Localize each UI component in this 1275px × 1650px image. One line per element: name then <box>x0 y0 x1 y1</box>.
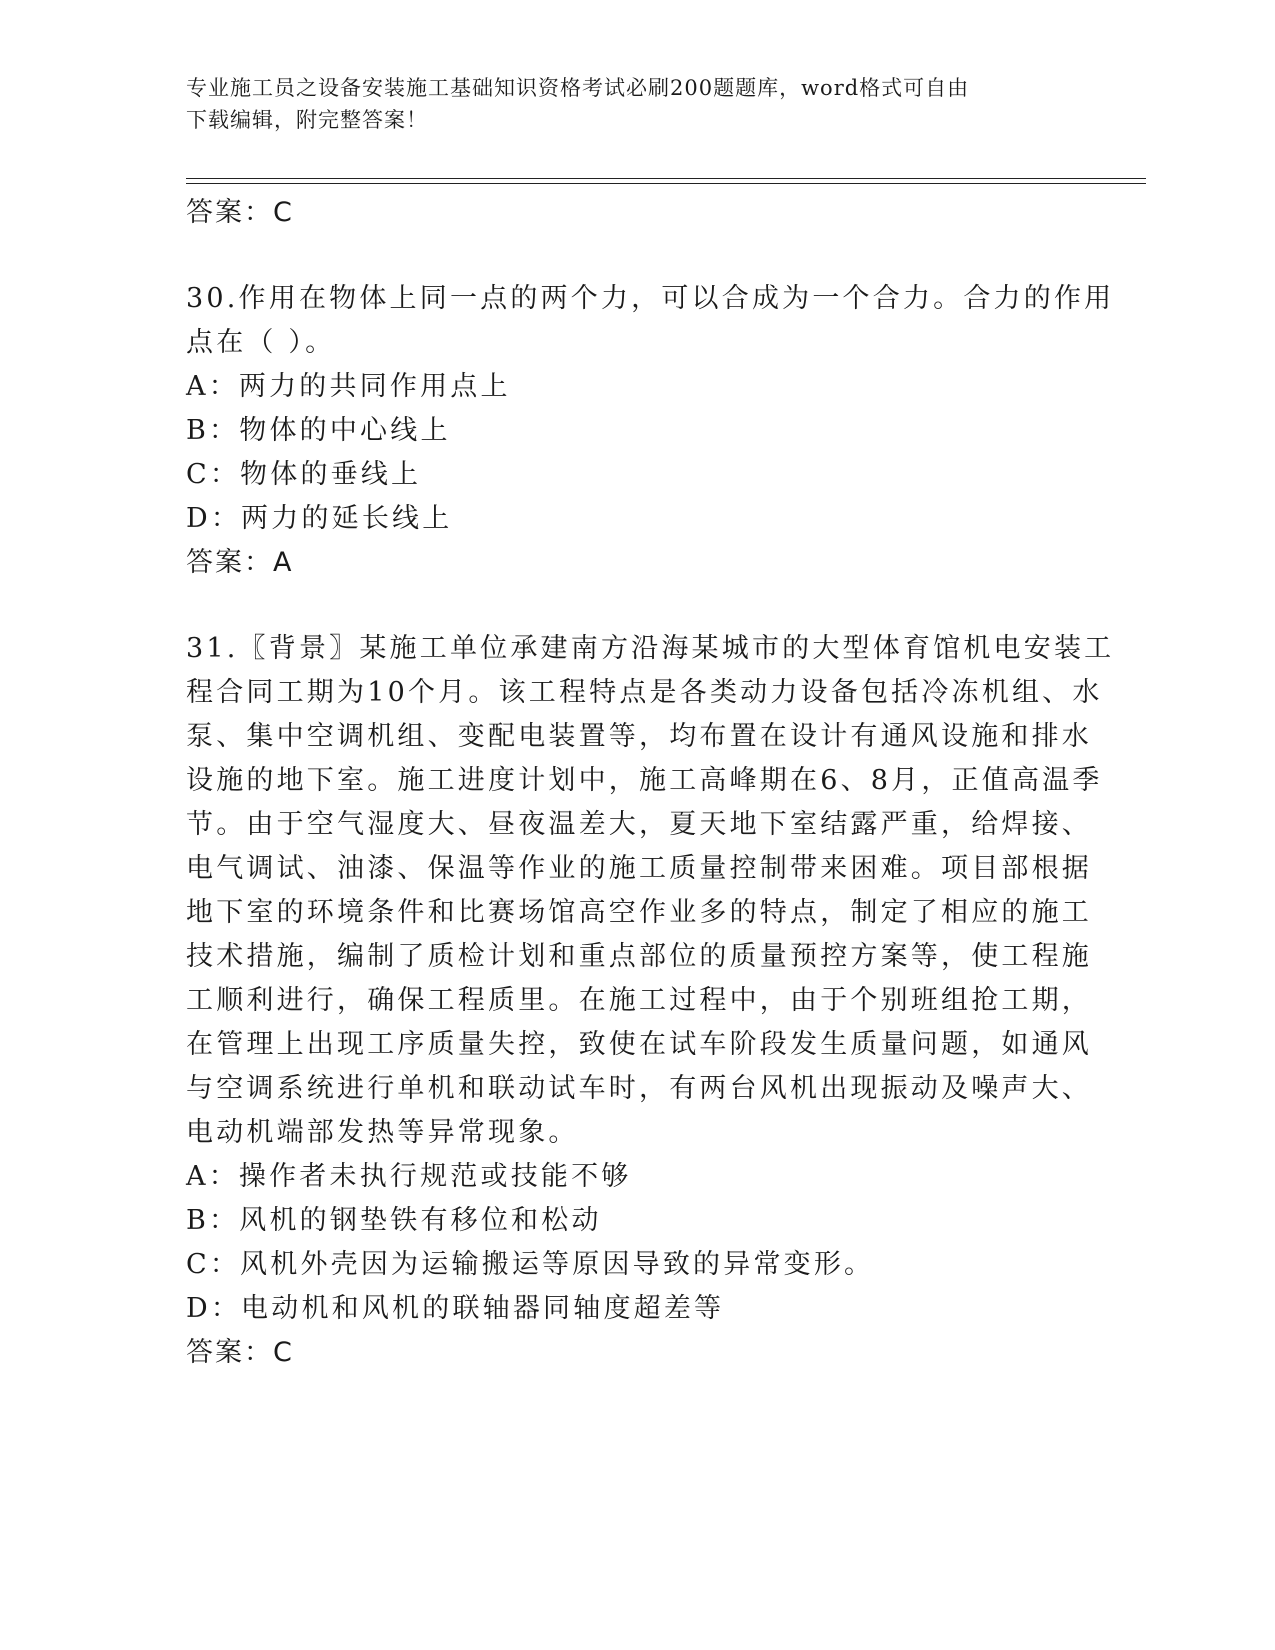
question-31-text-line: 泵、集中空调机组、变配电装置等，均布置在设计有通风设施和排水 <box>186 721 1092 752</box>
question-31-answer: 答案：C <box>186 1337 294 1368</box>
question-30-option-a: A：两力的共同作用点上 <box>186 371 511 402</box>
question-30-option-b: B：物体的中心线上 <box>186 415 451 446</box>
question-30-option-c: C：物体的垂线上 <box>186 459 422 490</box>
header-line-1: 专业施工员之设备安装施工基础知识资格考试必刷200题题库，word格式可自由 <box>186 76 970 100</box>
previous-answer: 答案：C <box>186 197 294 228</box>
header-rule-top <box>186 178 1146 179</box>
question-31-text-line: 电气调试、油漆、保温等作业的施工质量控制带来困难。项目部根据 <box>186 853 1092 884</box>
question-30-text-line: 点在（ ）。 <box>186 327 336 358</box>
question-31-option-b: B：风机的钢垫铁有移位和松动 <box>186 1205 602 1236</box>
question-31-option-a: A：操作者未执行规范或技能不够 <box>186 1161 632 1192</box>
question-30-option-d: D：两力的延长线上 <box>186 503 453 534</box>
question-31-text-line: 地下室的环境条件和比赛场馆高空作业多的特点，制定了相应的施工 <box>186 897 1092 928</box>
question-31-text-line: 工顺利进行，确保工程质里。在施工过程中，由于个别班组抢工期， <box>186 985 1092 1016</box>
question-30-text-line: 30.作用在物体上同一点的两个力，可以合成为一个合力。合力的作用 <box>186 283 1115 314</box>
question-31-option-d: D：电动机和风机的联轴器同轴度超差等 <box>186 1293 725 1324</box>
header-rule-bottom <box>186 183 1146 184</box>
question-31-text-line: 电动机端部发热等异常现象。 <box>186 1117 579 1148</box>
question-31-text-line: 程合同工期为10个月。该工程特点是各类动力设备包括冷冻机组、水 <box>186 677 1103 708</box>
question-31-text-line: 31.〖背景〗某施工单位承建南方沿海某城市的大型体育馆机电安装工 <box>186 633 1115 664</box>
question-31-text-line: 技术措施，编制了质检计划和重点部位的质量预控方案等，使工程施 <box>186 941 1092 972</box>
question-31-text-line: 节。由于空气湿度大、昼夜温差大，夏天地下室结露严重，给焊接、 <box>186 809 1092 840</box>
question-31-text-line: 在管理上出现工序质量失控，致使在试车阶段发生质量问题，如通风 <box>186 1029 1092 1060</box>
question-31-text-line: 与空调系统进行单机和联动试车时，有两台风机出现振动及噪声大、 <box>186 1073 1092 1104</box>
header-line-2: 下载编辑，附完整答案！ <box>186 108 428 132</box>
document-header <box>186 72 1086 136</box>
question-30-answer: 答案：A <box>186 547 294 578</box>
question-31-option-c: C：风机外壳因为运输搬运等原因导致的异常变形。 <box>186 1249 875 1280</box>
question-31-text-line: 设施的地下室。施工进度计划中，施工高峰期在6、8月，正值高温季 <box>186 765 1103 796</box>
